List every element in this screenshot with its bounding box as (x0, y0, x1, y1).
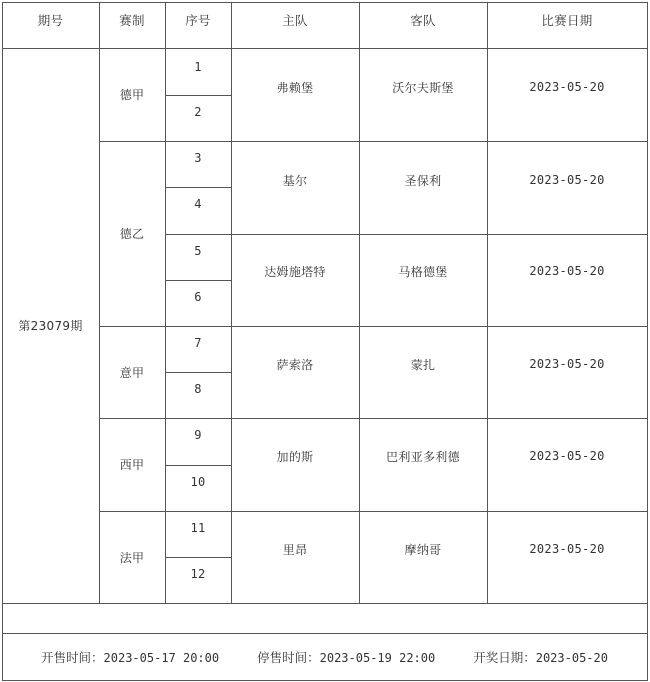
seq-cell: 10 (190, 475, 206, 489)
home-team: 达姆施塔特 (264, 264, 326, 279)
seq-cell: 11 (190, 521, 206, 535)
home-team: 弗赖堡 (276, 80, 314, 95)
match-date: 2023-05-20 (529, 264, 605, 278)
away-team: 马格德堡 (398, 264, 448, 279)
seq-cell: 9 (194, 428, 202, 442)
home-team: 加的斯 (276, 449, 314, 464)
away-team: 沃尔夫斯堡 (392, 80, 454, 95)
away-team: 摩纳哥 (404, 542, 442, 557)
seq-cell: 12 (190, 567, 206, 581)
seq-cell: 7 (194, 336, 202, 350)
league-cell: 法甲 (119, 550, 145, 565)
league-cell: 德甲 (119, 88, 145, 102)
match-date: 2023-05-20 (529, 80, 605, 94)
header-home: 主队 (282, 13, 308, 28)
away-team: 巴利亚多利德 (386, 449, 460, 464)
seq-cell: 3 (194, 151, 202, 165)
away-team: 圣保利 (404, 173, 442, 188)
sale-start-value: 2023-05-17 20:00 (103, 651, 220, 665)
header-issue: 期号 (37, 13, 64, 28)
match-date: 2023-05-20 (529, 449, 605, 463)
league-cell: 西甲 (119, 458, 145, 472)
header-seq: 序号 (185, 13, 211, 28)
footer-times (2, 634, 647, 680)
sale-start-label: 开售时间： (41, 650, 104, 665)
match-date: 2023-05-20 (529, 173, 605, 187)
header-league: 赛制 (119, 13, 145, 28)
away-team: 蒙扎 (410, 357, 436, 372)
sale-stop-value: 2023-05-19 22:00 (319, 651, 436, 665)
seq-cell: 6 (194, 290, 202, 304)
match-date: 2023-05-20 (529, 542, 605, 556)
header-away: 客队 (410, 13, 436, 28)
seq-cell: 8 (194, 382, 202, 396)
home-team: 里昂 (282, 542, 308, 557)
league-cell: 德乙 (119, 227, 145, 241)
seq-cell: 4 (194, 197, 202, 211)
seq-cell: 2 (194, 105, 202, 119)
issue-number: 第23079期 (18, 319, 83, 333)
sale-start (41, 648, 219, 666)
home-team: 萨索洛 (276, 357, 314, 372)
seq-cell: 5 (194, 244, 202, 258)
draw-date-label: 开奖日期： (473, 650, 536, 665)
home-team: 基尔 (282, 173, 308, 188)
sale-stop-label: 停售时间： (257, 650, 320, 665)
league-cell: 意甲 (119, 365, 145, 380)
header-date: 比赛日期 (541, 13, 593, 28)
match-date: 2023-05-20 (529, 357, 605, 371)
draw-date-value: 2023-05-20 (535, 651, 608, 665)
seq-cell: 1 (194, 59, 202, 74)
sale-stop (257, 648, 435, 666)
draw-date (473, 648, 608, 666)
